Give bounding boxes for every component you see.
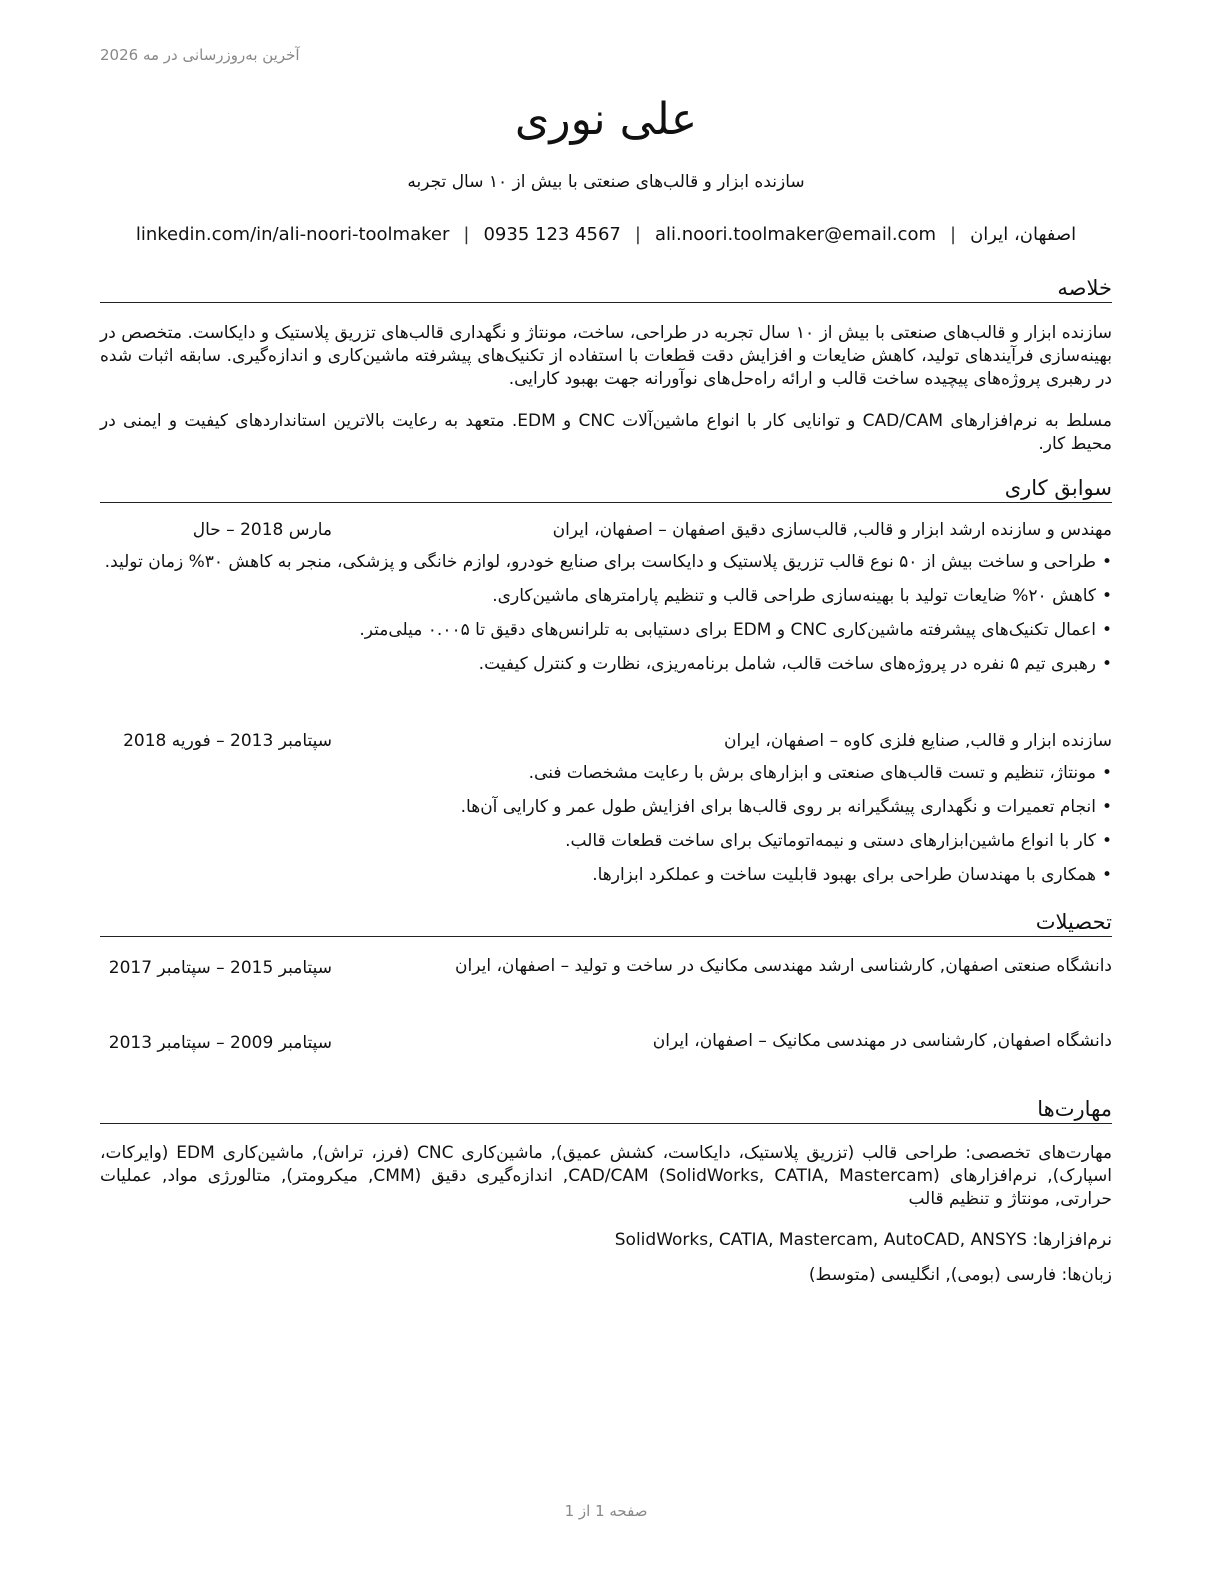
section-title-experience: سوابق کاری <box>100 476 1112 503</box>
job-title: مهندس و سازنده ارشد ابزار و قالب, قالب‌سازی دقیق اصفهان – اصفهان، ایران <box>552 520 1112 540</box>
summary-paragraph: سازنده ابزار و قالب‌های صنعتی با بیش از ۱۰ سال تجربه در طراحی، ساخت، مونتاژ و نگهداری قالب‌های تزریق پلاستیک و دایکاست. متخصص در بهینه‌سازی فرآیندهای تولید، کاهش ضایعات و افزایش دقت قطعات با استفاده از تکنیک‌های پیشرفته ماشین‌کاری و اندازه‌گیری. سابقه اثبات شده در رهبری پروژه‌های پیچیده ساخت قالب و ارائه راه‌حل‌های نوآورانه جهت بهبود کارایی. <box>100 323 1112 389</box>
bullet-item: • همکاری با مهندسان طراحی برای بهبود قابلیت ساخت و عملکرد ابزارها. <box>100 863 1112 887</box>
education-dates: سپتامبر 2015 – سپتامبر 2017 <box>108 958 332 978</box>
page-number: صفحه 1 از 1 <box>564 1502 648 1520</box>
bullet-item: • کار با انواع ماشین‌ابزارهای دستی و نیمه‌اتوماتیک برای ساخت قطعات قالب. <box>100 829 1112 853</box>
bullet-item: • انجام تعمیرات و نگهداری پیشگیرانه بر روی قالب‌ها برای افزایش طول عمر و کارایی آن‌ها. <box>100 795 1112 819</box>
skills-specialized: مهارت‌های تخصصی: طراحی قالب (تزریق پلاستیک، دایکاست، کشش عمیق), ماشین‌کاری CNC (فرز، تراش), ماشین‌کاری EDM (وایرکات، اسپارک), نرم‌افزارهای CAD/CAM (SolidWorks, CATIA, Mastercam), اندازه‌گیری دقیق (CMM, میکرومتر), متالورژی مواد, عملیات حرارتی, مونتاژ و تنظیم قالب <box>100 1143 1113 1209</box>
job-dates: سپتامبر 2013 – فوریه 2018 <box>123 731 332 751</box>
skills-languages: زبان‌ها: فارسی (بومی), انگلیسی (متوسط) <box>808 1265 1112 1285</box>
degree-title: دانشگاه اصفهان, کارشناسی در مهندسی مکانیک – اصفهان، ایران <box>652 1031 1112 1051</box>
contact-separator: | <box>634 224 641 245</box>
contact-phone[interactable]: 0935 123 4567 <box>483 224 621 245</box>
education-dates: سپتامبر 2009 – سپتامبر 2013 <box>108 1033 332 1053</box>
section-title-education: تحصیلات <box>100 910 1112 937</box>
bullet-item: • طراحی و ساخت بیش از ۵۰ نوع قالب تزریق پلاستیک و دایکاست برای صنایع خودرو، لوازم خانگی و پزشکی، منجر به کاهش ۳۰% زمان تولید. <box>100 550 1112 574</box>
bullet-item: • مونتاژ، تنظیم و تست قالب‌های صنعتی و ابزارهای برش با رعایت مشخصات فنی. <box>100 761 1112 785</box>
bullet-item: • کاهش ۲۰% ضایعات تولید با بهینه‌سازی طراحی قالب و تنظیم پارامترهای ماشین‌کاری. <box>100 584 1112 608</box>
job-bullets <box>100 550 1112 686</box>
job-bullets <box>100 761 1112 897</box>
contact-line <box>100 224 1112 245</box>
last-updated-note: آخرین به‌روزرسانی در مه 2026 <box>100 46 300 64</box>
contact-location: اصفهان، ایران <box>970 224 1077 245</box>
contact-separator: | <box>463 224 470 245</box>
contact-separator: | <box>950 224 957 245</box>
summary-paragraph: مسلط به نرم‌افزارهای CAD/CAM و توانایی کار با انواع ماشین‌آلات CNC و EDM. متعهد به رعایت بالاترین استانداردهای کیفیت و ایمنی در محیط کار. <box>100 411 1112 454</box>
resume-page <box>100 0 1112 1584</box>
job-title: سازنده ابزار و قالب, صنایع فلزی کاوه – اصفهان، ایران <box>723 731 1112 751</box>
candidate-name: علی نوری <box>514 94 698 145</box>
skills-software: نرم‌افزارها: SolidWorks, CATIA, Mastercam, AutoCAD, ANSYS <box>614 1230 1112 1250</box>
contact-linkedin[interactable]: linkedin.com/in/ali-noori-toolmaker <box>135 224 450 245</box>
job-dates: مارس 2018 – حال <box>192 520 332 540</box>
degree-title: دانشگاه صنعتی اصفهان, کارشناسی ارشد مهندسی مکانیک در ساخت و تولید – اصفهان، ایران <box>455 956 1112 976</box>
section-title-summary: خلاصه <box>100 276 1112 303</box>
headline: سازنده ابزار و قالب‌های صنعتی با بیش از ۱۰ سال تجربه <box>407 172 805 192</box>
bullet-item: • رهبری تیم ۵ نفره در پروژه‌های ساخت قالب، شامل برنامه‌ریزی، نظارت و کنترل کیفیت. <box>100 652 1112 676</box>
contact-email[interactable]: ali.noori.toolmaker@email.com <box>654 224 936 245</box>
bullet-item: • اعمال تکنیک‌های پیشرفته ماشین‌کاری CNC و EDM برای دستیابی به تلرانس‌های دقیق تا ۰.۰۰۵ میلی‌متر. <box>100 618 1112 642</box>
section-title-skills: مهارت‌ها <box>100 1097 1112 1124</box>
